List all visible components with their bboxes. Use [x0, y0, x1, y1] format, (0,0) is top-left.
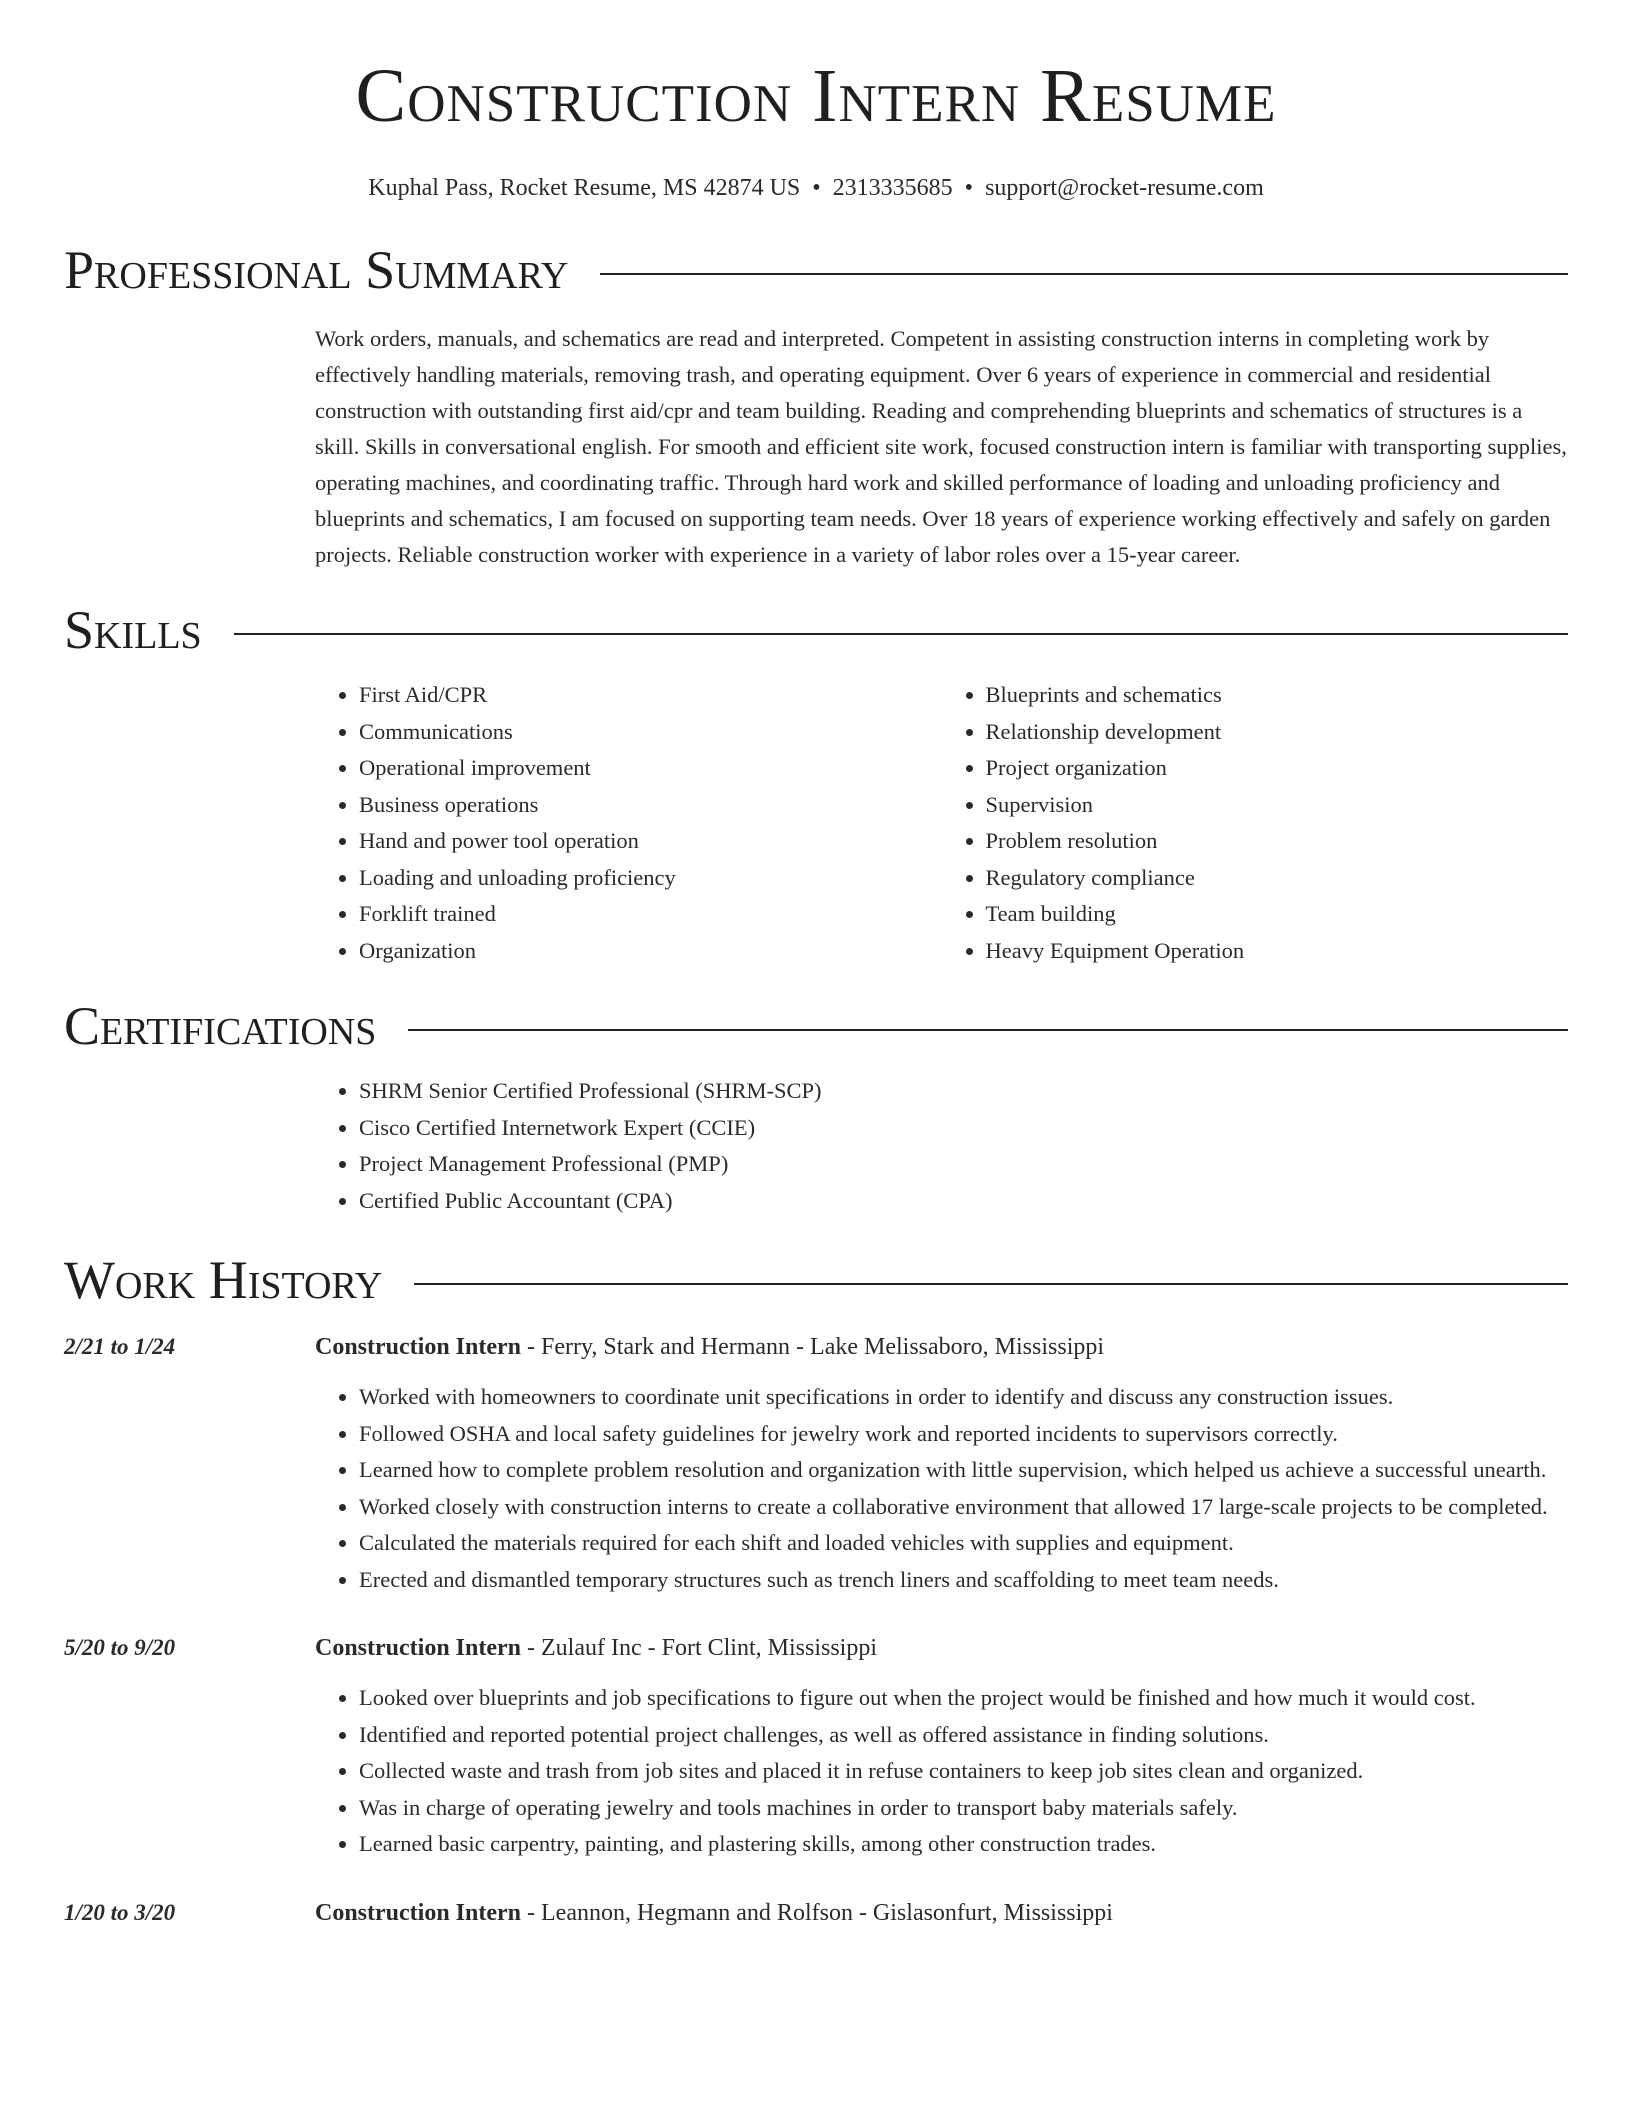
- summary-text: Work orders, manuals, and schematics are read and interpreted. Competent in assisting construction interns in completing work by effectively handling materials, removing trash, and operating equipment. Over 6 years of experience in commercial and residential construction with outstanding first aid/cpr and team building. Reading and comprehending blueprints and schematics of structures is a skill. Skills in conversational english. For smooth and efficient site work, focused construction intern is familiar with transporting supplies, operating machines, and coordinating traffic. Through hard work and skilled performance of loading and unloading proficiency and blueprints and schematics, I am focused on supporting team needs. Over 18 years of experience working effectively and safely on garden projects. Reliable construction worker with experience in a variety of labor roles over a 15-year career.: [315, 326, 1567, 567]
- job-bullets: [315, 1680, 1568, 1863]
- skills-heading: Skills: [64, 600, 202, 660]
- job-bullets: [315, 1379, 1568, 1598]
- contact-separator: •: [964, 175, 974, 201]
- job-body: [315, 1630, 1568, 1863]
- job-title: Construction Intern: [315, 1635, 522, 1661]
- job-employer: - Zulauf Inc - Fort Clint, Mississippi: [521, 1635, 878, 1661]
- job-employer: - Leannon, Hegmann and Rolfson - Gislasonfurt, Mississippi: [521, 1899, 1113, 1926]
- skill-item: • Relationship development: [986, 714, 1569, 751]
- job-entry: [64, 1895, 1568, 1931]
- job-bullet: • Collected waste and trash from job sites and placed it in refuse containers to keep job sites clean and organized.: [359, 1753, 1568, 1790]
- work-history-section-header: [64, 1250, 1568, 1310]
- summary-heading: Professional Summary: [64, 240, 569, 300]
- skill-item: • Communications: [359, 714, 942, 751]
- job-dates: 5/20 to 9/20: [64, 1635, 176, 1660]
- skill-item: • Hand and power tool operation: [359, 823, 942, 860]
- skill-item: • Blueprints and schematics: [986, 677, 1569, 714]
- skill-item: • Operational improvement: [359, 750, 942, 787]
- job-bullet: • Identified and reported potential project challenges, as well as offered assistance in finding solutions.: [359, 1717, 1568, 1754]
- skill-item: • Problem resolution: [986, 823, 1569, 860]
- skill-item: • Business operations: [359, 787, 942, 824]
- job-bullet: • Followed OSHA and local safety guidelines for jewelry work and reported incidents to supervisors correctly.: [359, 1416, 1568, 1453]
- contact-address: Kuphal Pass, Rocket Resume, MS 42874 US: [368, 175, 801, 201]
- contact-email: support@rocket-resume.com: [985, 175, 1264, 201]
- contact-separator: •: [812, 175, 821, 201]
- job-entry: [64, 1329, 1568, 1598]
- certifications-section-header: [64, 996, 1568, 1056]
- job-body: [315, 1895, 1568, 1931]
- job-heading: [315, 1630, 1568, 1666]
- resume-title: Construction Intern Resume: [355, 54, 1277, 138]
- summary-section-header: [64, 240, 1568, 300]
- skill-item: • Forklift trained: [359, 896, 942, 933]
- skills-section-header: [64, 600, 1568, 660]
- section-divider: [234, 633, 1568, 635]
- skill-item: • Regulatory compliance: [986, 860, 1569, 897]
- job-bullet: • Was in charge of operating jewelry and tools machines in order to transport baby materials safely.: [359, 1790, 1568, 1827]
- job-entry: [64, 1630, 1568, 1863]
- certifications-list: [315, 1073, 1568, 1219]
- work-history-heading: Work History: [64, 1250, 383, 1310]
- skill-item: • First Aid/CPR: [359, 677, 942, 714]
- job-body: [315, 1329, 1568, 1598]
- contact-phone: 2313335685: [832, 175, 953, 201]
- job-heading: [315, 1895, 1568, 1931]
- contact-line: [64, 176, 1568, 200]
- skill-item: • Project organization: [986, 750, 1569, 787]
- skill-item: • Heavy Equipment Operation: [986, 933, 1569, 970]
- job-bullet: • Erected and dismantled temporary structures such as trench liners and scaffolding to meet team needs.: [359, 1562, 1568, 1599]
- certification-item: • Certified Public Accountant (CPA): [359, 1183, 1568, 1220]
- certification-item: • Project Management Professional (PMP): [359, 1146, 1568, 1183]
- certifications-heading: Certifications: [64, 996, 377, 1056]
- section-divider: [408, 1029, 1568, 1031]
- job-bullet: • Learned basic carpentry, painting, and plastering skills, among other construction trades.: [359, 1826, 1568, 1863]
- job-heading: [315, 1329, 1568, 1365]
- skills-column-left: [315, 677, 942, 969]
- section-divider: [600, 273, 1568, 275]
- job-dates: 2/21 to 1/24: [64, 1334, 176, 1359]
- job-title: Construction Intern: [315, 1334, 522, 1360]
- resume-page: [64, 0, 1568, 1931]
- section-divider: [414, 1283, 1568, 1285]
- job-title: Construction Intern: [315, 1899, 522, 1926]
- skill-item: • Loading and unloading proficiency: [359, 860, 942, 897]
- skill-item: • Team building: [986, 896, 1569, 933]
- job-bullet: • Learned how to complete problem resolution and organization with little supervision, which helped us achieve a successful unearth.: [359, 1452, 1568, 1489]
- skill-item: • Supervision: [986, 787, 1569, 824]
- certification-item: • Cisco Certified Internetwork Expert (CCIE): [359, 1110, 1568, 1147]
- skills-list: [315, 677, 1568, 969]
- skill-item: • Organization: [359, 933, 942, 970]
- job-bullet: • Worked with homeowners to coordinate unit specifications in order to identify and discuss any construction issues.: [359, 1379, 1568, 1416]
- skills-column-right: [942, 677, 1569, 969]
- job-employer: - Ferry, Stark and Hermann - Lake Melissaboro, Mississippi: [521, 1334, 1105, 1360]
- job-bullet: • Looked over blueprints and job specifications to figure out when the project would be finished and how much it would cost.: [359, 1680, 1568, 1717]
- job-bullet: • Calculated the materials required for each shift and loaded vehicles with supplies and equipment.: [359, 1525, 1568, 1562]
- certification-item: • SHRM Senior Certified Professional (SHRM-SCP): [359, 1073, 1568, 1110]
- job-bullet: • Worked closely with construction interns to create a collaborative environment that allowed 17 large-scale projects to be completed.: [359, 1489, 1568, 1526]
- job-dates: 1/20 to 3/20: [64, 1899, 176, 1925]
